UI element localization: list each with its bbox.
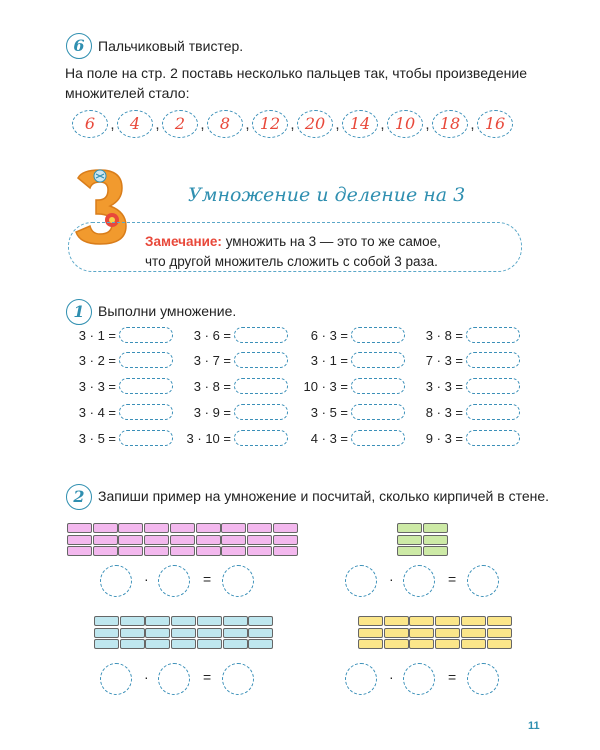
note-text (145, 232, 441, 272)
brick (67, 535, 92, 545)
brick (397, 546, 422, 556)
target-separator: , (200, 115, 205, 133)
target-separator: , (470, 115, 475, 133)
brick (384, 616, 409, 626)
multiplication-item (300, 378, 405, 394)
target-oval: 8 (207, 110, 243, 138)
multiplication-item (300, 430, 405, 446)
brick (197, 616, 222, 626)
answer-box[interactable] (119, 378, 173, 394)
answer-box[interactable] (234, 352, 288, 368)
factor-circle[interactable] (345, 663, 377, 695)
brick (171, 616, 196, 626)
brick (423, 523, 448, 533)
target-oval: 16 (477, 110, 513, 138)
brick (409, 628, 434, 638)
brick (461, 616, 486, 626)
multiplication-item (415, 378, 520, 394)
answer-box[interactable] (466, 404, 520, 420)
task-6-intro: На поле на стр. 2 поставь несколько пальцев так, чтобы произведение множителей стало: (65, 65, 527, 101)
brick (247, 546, 272, 556)
target-oval: 6 (72, 110, 108, 138)
brick (487, 639, 512, 649)
brick (94, 639, 119, 649)
factor-circle[interactable] (158, 565, 190, 597)
multiplication-expression: 3 · 1 = (310, 352, 348, 368)
task-2-number: 2 (66, 484, 92, 510)
answer-box[interactable] (119, 352, 173, 368)
answer-circle[interactable] (467, 565, 499, 597)
answer-box[interactable] (119, 430, 173, 446)
target-separator: , (335, 115, 340, 133)
brick (120, 639, 145, 649)
multiplication-item (300, 352, 405, 368)
multiply-sign: · (144, 571, 149, 587)
factor-circle[interactable] (345, 565, 377, 597)
brick (221, 546, 246, 556)
brick (144, 535, 169, 545)
task-1-title: Выполни умножение. (98, 303, 237, 319)
multiplication-expression: 3 · 7 = (193, 352, 231, 368)
factor-circle[interactable] (403, 565, 435, 597)
factor-circle[interactable] (100, 663, 132, 695)
brick (93, 546, 118, 556)
brick (487, 616, 512, 626)
brick (144, 523, 169, 533)
target-oval: 2 (162, 110, 198, 138)
brick (223, 628, 248, 638)
multiplication-expression: 3 · 4 = (78, 404, 116, 420)
brick (358, 628, 383, 638)
target-separator: , (380, 115, 385, 133)
brick (145, 616, 170, 626)
brick (409, 616, 434, 626)
brick (273, 535, 298, 545)
factor-circle[interactable] (158, 663, 190, 695)
brick (273, 546, 298, 556)
answer-box[interactable] (351, 352, 405, 368)
brick (409, 639, 434, 649)
multiplication-expression: 10 · 3 = (303, 378, 348, 394)
note-label: Замечание: (145, 234, 222, 249)
answer-box[interactable] (119, 404, 173, 420)
multiplication-expression: 6 · 3 = (310, 327, 348, 343)
brick (170, 546, 195, 556)
brick (171, 628, 196, 638)
target-separator: , (425, 115, 430, 133)
brick (435, 628, 460, 638)
answer-circle[interactable] (467, 663, 499, 695)
brick (423, 546, 448, 556)
answer-box[interactable] (234, 378, 288, 394)
brick (273, 523, 298, 533)
multiplication-expression: 9 · 3 = (425, 430, 463, 446)
answer-circle[interactable] (222, 663, 254, 695)
equals-sign: = (203, 669, 212, 685)
multiplication-item (300, 327, 405, 343)
brick (118, 535, 143, 545)
brick (67, 523, 92, 533)
target-oval: 20 (297, 110, 333, 138)
brick (435, 639, 460, 649)
page-number: 11 (528, 720, 540, 732)
brick (196, 535, 221, 545)
answer-box[interactable] (119, 327, 173, 343)
answer-circle[interactable] (222, 565, 254, 597)
task-2-title: Запиши пример на умножение и посчитай, сколько кирпичей в стене. (98, 488, 550, 504)
task-1-number: 1 (66, 299, 92, 325)
answer-box[interactable] (351, 404, 405, 420)
brick (397, 535, 422, 545)
multiplication-item (183, 378, 288, 394)
multiplication-item (183, 352, 288, 368)
multiplication-item (183, 430, 288, 446)
equals-sign: = (448, 669, 457, 685)
multiplication-item (68, 404, 173, 420)
brick (171, 639, 196, 649)
target-separator: , (110, 115, 115, 133)
brick (248, 628, 273, 638)
multiplication-expression: 3 · 9 = (193, 404, 231, 420)
answer-box[interactable] (234, 327, 288, 343)
target-oval: 18 (432, 110, 468, 138)
brick (196, 546, 221, 556)
brick (223, 616, 248, 626)
multiplication-item (68, 430, 173, 446)
answer-box[interactable] (234, 430, 288, 446)
equals-sign: = (448, 571, 457, 587)
target-ovals (72, 110, 513, 138)
multiplication-item (415, 430, 520, 446)
task-6-number: 6 (66, 33, 92, 59)
brick (248, 639, 273, 649)
answer-box[interactable] (466, 430, 520, 446)
multiplication-expression: 3 · 2 = (78, 352, 116, 368)
brick (197, 628, 222, 638)
brick (221, 535, 246, 545)
target-oval: 12 (252, 110, 288, 138)
section-title-text: Умножение и деление на 3 (188, 184, 466, 206)
answer-box[interactable] (351, 430, 405, 446)
multiply-sign: · (389, 669, 394, 685)
multiplication-item (415, 327, 520, 343)
brick (247, 535, 272, 545)
brick (221, 523, 246, 533)
multiplication-expression: 3 · 10 = (186, 430, 231, 446)
factor-circle[interactable] (403, 663, 435, 695)
multiplication-item (68, 352, 173, 368)
brick (384, 628, 409, 638)
brick (397, 523, 422, 533)
brick (118, 523, 143, 533)
brick (118, 546, 143, 556)
equals-sign: = (203, 571, 212, 587)
brick (94, 616, 119, 626)
multiplication-expression: 3 · 5 = (78, 430, 116, 446)
multiplication-expression: 3 · 8 = (425, 327, 463, 343)
brick (144, 546, 169, 556)
multiplication-expression: 3 · 1 = (78, 327, 116, 343)
brick (197, 639, 222, 649)
brick (461, 639, 486, 649)
multiplication-expression: 3 · 3 = (425, 378, 463, 394)
multiplication-expression: 3 · 6 = (193, 327, 231, 343)
answer-box[interactable] (466, 352, 520, 368)
section-title (188, 184, 465, 206)
target-oval: 10 (387, 110, 423, 138)
brick (196, 523, 221, 533)
note-line-1: умножить на 3 — это то же самое, (225, 234, 441, 249)
answer-box[interactable] (351, 378, 405, 394)
factor-circle[interactable] (100, 565, 132, 597)
multiplication-item (183, 404, 288, 420)
multiplication-item (415, 352, 520, 368)
multiplication-expression: 3 · 8 = (193, 378, 231, 394)
brick (145, 639, 170, 649)
task-6-title: Пальчиковый твистер. (98, 38, 244, 54)
note-line-2: что другой множитель сложить с собой 3 раза. (145, 254, 438, 269)
brick (423, 535, 448, 545)
multiplication-expression: 8 · 3 = (425, 404, 463, 420)
brick (120, 628, 145, 638)
multiplication-expression: 7 · 3 = (425, 352, 463, 368)
brick (435, 616, 460, 626)
brick (247, 523, 272, 533)
brick (93, 523, 118, 533)
multiply-sign: · (389, 571, 394, 587)
target-separator: , (245, 115, 250, 133)
brick (487, 628, 512, 638)
multiply-sign: · (144, 669, 149, 685)
brick (94, 628, 119, 638)
brick (358, 639, 383, 649)
target-oval: 14 (342, 110, 378, 138)
brick (384, 639, 409, 649)
target-separator: , (155, 115, 160, 133)
brick (67, 546, 92, 556)
answer-box[interactable] (466, 378, 520, 394)
brick (223, 639, 248, 649)
target-separator: , (290, 115, 295, 133)
multiplication-item (68, 327, 173, 343)
answer-box[interactable] (234, 404, 288, 420)
multiplication-expression: 3 · 3 = (78, 378, 116, 394)
multiplication-expression: 4 · 3 = (310, 430, 348, 446)
brick (461, 628, 486, 638)
answer-box[interactable] (351, 327, 405, 343)
multiplication-expression: 3 · 5 = (310, 404, 348, 420)
target-oval: 4 (117, 110, 153, 138)
multiplication-item (183, 327, 288, 343)
multiplication-item (415, 404, 520, 420)
brick (248, 616, 273, 626)
multiplication-item (68, 378, 173, 394)
brick (358, 616, 383, 626)
multiplication-item (300, 404, 405, 420)
brick (170, 535, 195, 545)
brick (170, 523, 195, 533)
brick (93, 535, 118, 545)
brick (145, 628, 170, 638)
answer-box[interactable] (466, 327, 520, 343)
brick (120, 616, 145, 626)
